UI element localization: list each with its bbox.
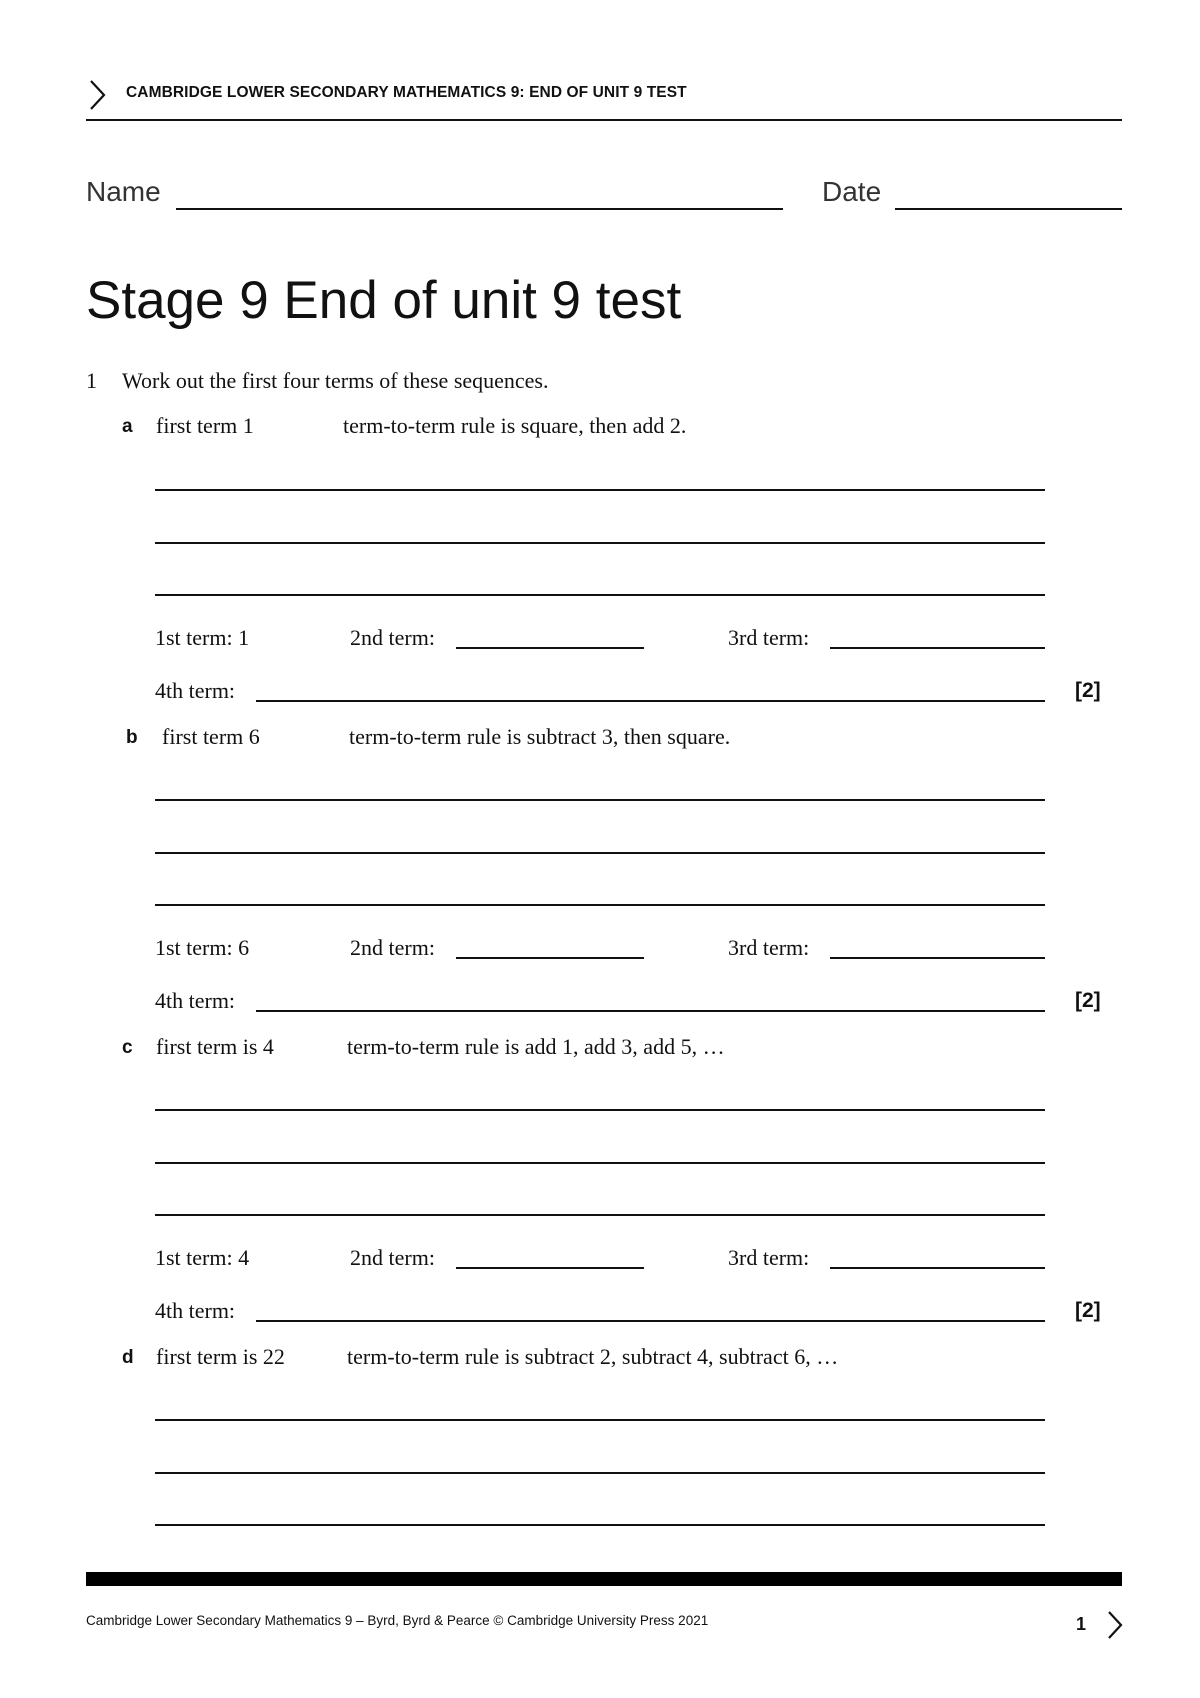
part-d-first-term: first term is 22 bbox=[156, 1344, 285, 1369]
part-b-term4-answer[interactable] bbox=[256, 1010, 1045, 1012]
part-a-term3-answer[interactable] bbox=[830, 647, 1045, 649]
chevron-right-icon bbox=[86, 78, 108, 112]
part-c-marks: [2] bbox=[1075, 1299, 1101, 1322]
page-title: Stage 9 End of unit 9 test bbox=[86, 271, 682, 330]
part-a-marks: [2] bbox=[1075, 679, 1101, 702]
name-label: Name bbox=[86, 176, 161, 207]
part-a-term3-label: 3rd term: bbox=[728, 625, 810, 650]
part-b-term4-label: 4th term: bbox=[155, 988, 236, 1013]
part-b-letter: b bbox=[126, 727, 138, 748]
part-a-first-term: first term 1 bbox=[156, 413, 254, 438]
part-a-term4-label: 4th term: bbox=[155, 678, 236, 703]
date-field-line[interactable] bbox=[895, 208, 1122, 210]
part-b-term2-label: 2nd term: bbox=[350, 935, 435, 960]
part-c-first-term: first term is 4 bbox=[156, 1034, 274, 1059]
part-b-first-term: first term 6 bbox=[162, 724, 260, 749]
part-c-term2-label: 2nd term: bbox=[350, 1245, 435, 1270]
part-c-term4-answer[interactable] bbox=[256, 1320, 1045, 1322]
footer-credit: Cambridge Lower Secondary Mathematics 9 – Byrd, Byrd & Pearce © Cambridge University Press 2021 bbox=[86, 1613, 709, 1628]
part-c-term1: 1st term: 4 bbox=[155, 1245, 250, 1270]
page-number: 1 bbox=[1076, 1614, 1087, 1634]
working-line[interactable] bbox=[155, 1472, 1045, 1474]
part-c-term4-label: 4th term: bbox=[155, 1298, 236, 1323]
chevron-right-icon[interactable] bbox=[1105, 1609, 1125, 1641]
working-line[interactable] bbox=[155, 904, 1045, 906]
part-d-rule: term-to-term rule is subtract 2, subtract 4, subtract 6, … bbox=[347, 1344, 839, 1369]
part-c-term3-answer[interactable] bbox=[830, 1267, 1045, 1269]
working-line[interactable] bbox=[155, 489, 1045, 491]
footer-bar bbox=[86, 1572, 1122, 1586]
part-c-term2-answer[interactable] bbox=[456, 1267, 644, 1269]
part-b-term2-answer[interactable] bbox=[456, 957, 644, 959]
date-label: Date bbox=[822, 176, 882, 207]
working-line[interactable] bbox=[155, 1214, 1045, 1216]
working-line[interactable] bbox=[155, 1524, 1045, 1526]
working-line[interactable] bbox=[155, 852, 1045, 854]
working-line[interactable] bbox=[155, 1109, 1045, 1111]
part-c-letter: c bbox=[122, 1037, 133, 1058]
part-a-term2-answer[interactable] bbox=[456, 647, 644, 649]
working-line[interactable] bbox=[155, 1419, 1045, 1421]
part-a-term4-answer[interactable] bbox=[256, 700, 1045, 702]
part-b-term3-label: 3rd term: bbox=[728, 935, 810, 960]
header-rule bbox=[86, 119, 1122, 121]
part-a-term2-label: 2nd term: bbox=[350, 625, 435, 650]
part-a-rule: term-to-term rule is square, then add 2. bbox=[343, 413, 687, 438]
part-a-term1: 1st term: 1 bbox=[155, 625, 250, 650]
header-title: CAMBRIDGE LOWER SECONDARY MATHEMATICS 9: END OF UNIT 9 TEST bbox=[126, 84, 687, 101]
working-line[interactable] bbox=[155, 594, 1045, 596]
part-c-rule: term-to-term rule is add 1, add 3, add 5, … bbox=[347, 1034, 725, 1059]
question-text: Work out the first four terms of these sequences. bbox=[122, 368, 549, 393]
part-b-rule: term-to-term rule is subtract 3, then square. bbox=[349, 724, 731, 749]
part-b-marks: [2] bbox=[1075, 989, 1101, 1012]
name-field-line[interactable] bbox=[176, 208, 783, 210]
part-a-letter: a bbox=[122, 416, 133, 437]
part-b-term3-answer[interactable] bbox=[830, 957, 1045, 959]
working-line[interactable] bbox=[155, 1162, 1045, 1164]
part-b-term1: 1st term: 6 bbox=[155, 935, 250, 960]
question-number: 1 bbox=[86, 368, 97, 393]
part-d-letter: d bbox=[122, 1347, 134, 1368]
working-line[interactable] bbox=[155, 799, 1045, 801]
working-line[interactable] bbox=[155, 542, 1045, 544]
part-c-term3-label: 3rd term: bbox=[728, 1245, 810, 1270]
